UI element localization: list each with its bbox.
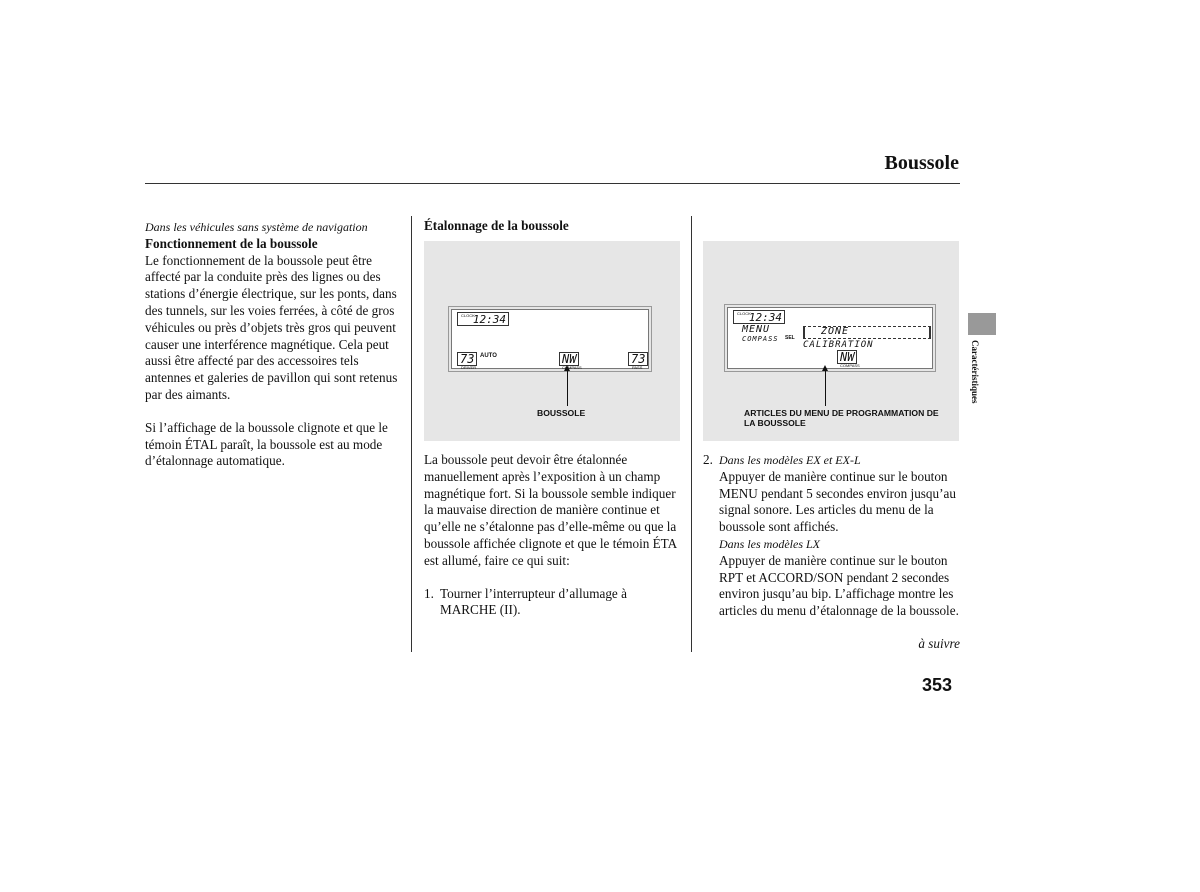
zone-text: ZONE bbox=[821, 326, 850, 337]
clock-label: CLOCK bbox=[461, 313, 475, 318]
passenger-label: PASS bbox=[632, 365, 643, 370]
driver-temp: 73 bbox=[457, 352, 477, 366]
pointer-arrow bbox=[825, 370, 826, 406]
figure-compass-display bbox=[424, 241, 680, 441]
step-number: 1. bbox=[424, 585, 434, 601]
compass-label: COMPASS bbox=[840, 363, 860, 368]
section-tab bbox=[968, 313, 996, 335]
climate-display bbox=[451, 309, 649, 369]
page-number: 353 bbox=[922, 675, 953, 695]
step-number: 2. bbox=[703, 452, 713, 467]
calibration-text: CALIBRATION bbox=[803, 340, 874, 350]
paragraph: Appuyer de manière continue sur le bouton RPT et ACCORD/SON pendant 2 secondes environ jusqu’au bip. L’affichage montre les articles du menu d’étalonnage de la boussole. bbox=[719, 552, 959, 619]
column-3-text bbox=[703, 452, 960, 651]
sel-knob-label: SEL bbox=[785, 335, 795, 341]
context-note: Dans les modèles LX bbox=[719, 536, 820, 551]
auto-indicator: AUTO bbox=[480, 353, 497, 359]
figure-caption: BOUSSOLE bbox=[537, 408, 586, 418]
compass-label: COMPASS bbox=[562, 365, 582, 370]
paragraph: La boussole peut devoir être étalonnée manuellement après l’exposition à un champ magnétique fort. Si la boussole semble indiquer la mauvaise direction de manière continue et qu’elle ne s’étalonne pas d’elle-même ou que la boussole affichée clignote et que le témoin ÉTA est allumé, faire ce qui suit: bbox=[424, 452, 677, 568]
clock-label: CLOCK bbox=[737, 311, 751, 316]
clock-readout: 12:34 bbox=[733, 310, 785, 324]
column-2-text bbox=[424, 452, 680, 619]
paragraph: Appuyer de manière continue sur le bouton MENU pendant 5 secondes environ jusqu’au signal sonore. Les articles du menu de la boussole sont affichés. bbox=[719, 468, 956, 535]
section-heading: Fonctionnement de la boussole bbox=[145, 235, 318, 251]
page-title: Boussole bbox=[884, 152, 959, 174]
menu-display bbox=[727, 307, 933, 369]
step-text: Tourner l’interrupteur d’allumage à MARCHE (II). bbox=[440, 585, 627, 618]
paragraph: Si l’affichage de la boussole clignote et que le témoin ÉTAL paraît, la boussole est au mode d’étalonnage automatique. bbox=[145, 419, 388, 469]
pointer-arrow bbox=[567, 370, 568, 406]
paragraph: Le fonctionnement de la boussole peut être affecté par la conduite près des lignes ou des stations d’énergie électrique, sur les ponts, dans des tunnels, sur les voies ferrées, à côté de gros véhicules ou près d’objets très gros qui peuvent causer une interférence magnétique. Cela peut aussi être affecté par des accessoires tels antennes et galeries de pavillon qui sont retenus par des aimants. bbox=[145, 252, 398, 402]
section-heading: Étalonnage de la boussole bbox=[424, 218, 569, 233]
clock-readout: 12:34 bbox=[457, 312, 509, 326]
menu-text: MENU bbox=[742, 324, 771, 335]
context-note: Dans les modèles EX et EX-L bbox=[719, 453, 861, 467]
figure-compass-menu bbox=[703, 241, 959, 441]
continued-note: à suivre bbox=[918, 636, 960, 651]
driver-label: DRIVER bbox=[461, 365, 477, 370]
column-1 bbox=[145, 219, 401, 470]
compass-heading: NW bbox=[559, 352, 579, 366]
context-note: Dans les véhicules sans système de navigation bbox=[145, 220, 368, 234]
passenger-temp: 73 bbox=[628, 352, 648, 366]
figure-caption: ARTICLES DU MENU DE PROGRAMMATION DE LA BOUSSOLE bbox=[744, 408, 939, 428]
compass-text: COMPASS bbox=[742, 335, 779, 343]
header-rule bbox=[145, 183, 960, 184]
compass-heading: NW bbox=[837, 350, 857, 364]
column-divider bbox=[411, 216, 412, 652]
column-divider bbox=[691, 216, 692, 652]
side-tab-label: Caractéristiques bbox=[970, 340, 980, 404]
